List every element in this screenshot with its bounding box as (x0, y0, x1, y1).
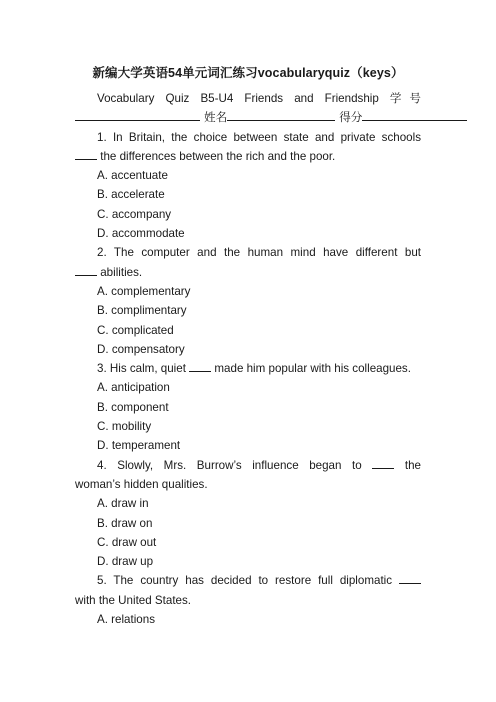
question-2-blank (75, 263, 97, 276)
question-5-stem-cont: with the United States. (75, 593, 191, 607)
score-label: 得分 (339, 111, 363, 125)
question-1-text: 1. In Britain, the choice between state and private schools (97, 130, 421, 144)
question-5-text: 5. The country has decided to restore full diplomatic (97, 574, 393, 588)
score-blank (362, 108, 467, 121)
question-5-stem (75, 571, 421, 590)
question-3-option-d: D. temperament (97, 439, 181, 453)
question-4-option-a: A. draw in (97, 497, 149, 511)
question-3-option-c: C. mobility (97, 420, 152, 434)
question-4-option-d: D. draw up (97, 555, 154, 569)
question-4-stem (75, 456, 421, 475)
quiz-header-text: Vocabulary Quiz B5-U4 Friends and Friendship 学号 (97, 92, 421, 105)
question-3-option-a: A. anticipation (97, 381, 170, 395)
question-2-text: 2. The computer and the human mind have different but (97, 246, 421, 260)
question-2-text-cont: abilities. (100, 265, 143, 279)
student-info-line (75, 108, 421, 127)
question-3-stem (75, 359, 421, 378)
name-label: 姓名 (204, 111, 228, 125)
question-4-text-after: the (404, 458, 421, 472)
question-4-stem-cont: woman’s hidden qualities. (75, 477, 208, 491)
question-4-option-c: C. draw out (97, 535, 157, 549)
question-4-text: 4. Slowly, Mrs. Burrow’s influence began to (97, 458, 362, 472)
question-3-option-b: B. component (97, 400, 169, 414)
quiz-header-line (75, 89, 421, 108)
question-1-stem (75, 128, 421, 147)
question-1-option-a: A. accentuate (97, 169, 168, 183)
question-3-blank (189, 359, 211, 372)
question-5-blank (399, 571, 421, 584)
question-4-option-b: B. draw on (97, 516, 153, 530)
question-4-blank (372, 456, 394, 469)
question-1-option-c: C. accompany (97, 207, 172, 221)
question-3-text: 3. His calm, quiet (97, 362, 186, 376)
question-2-option-b: B. complimentary (97, 304, 187, 318)
document-title: 新编大学英语54单元词汇练习vocabularyquiz（keys） (92, 66, 404, 80)
question-2-option-d: D. compensatory (97, 342, 185, 356)
question-2-stem-cont (75, 263, 421, 282)
question-2-option-a: A. complementary (97, 284, 191, 298)
name-blank (227, 108, 335, 121)
question-3-text-cont: made him popular with his colleagues. (214, 362, 411, 376)
question-1-stem-cont (75, 147, 421, 166)
question-1-option-d: D. accommodate (97, 227, 185, 241)
question-1-option-b: B. accelerate (97, 188, 165, 202)
question-1-blank (75, 147, 97, 160)
question-1-text-cont: the differences between the rich and the poor. (100, 149, 336, 163)
student-id-blank (75, 108, 200, 121)
question-2-option-c: C. complicated (97, 323, 174, 337)
question-2-stem (75, 243, 421, 262)
question-5-option-a: A. relations (97, 613, 155, 627)
